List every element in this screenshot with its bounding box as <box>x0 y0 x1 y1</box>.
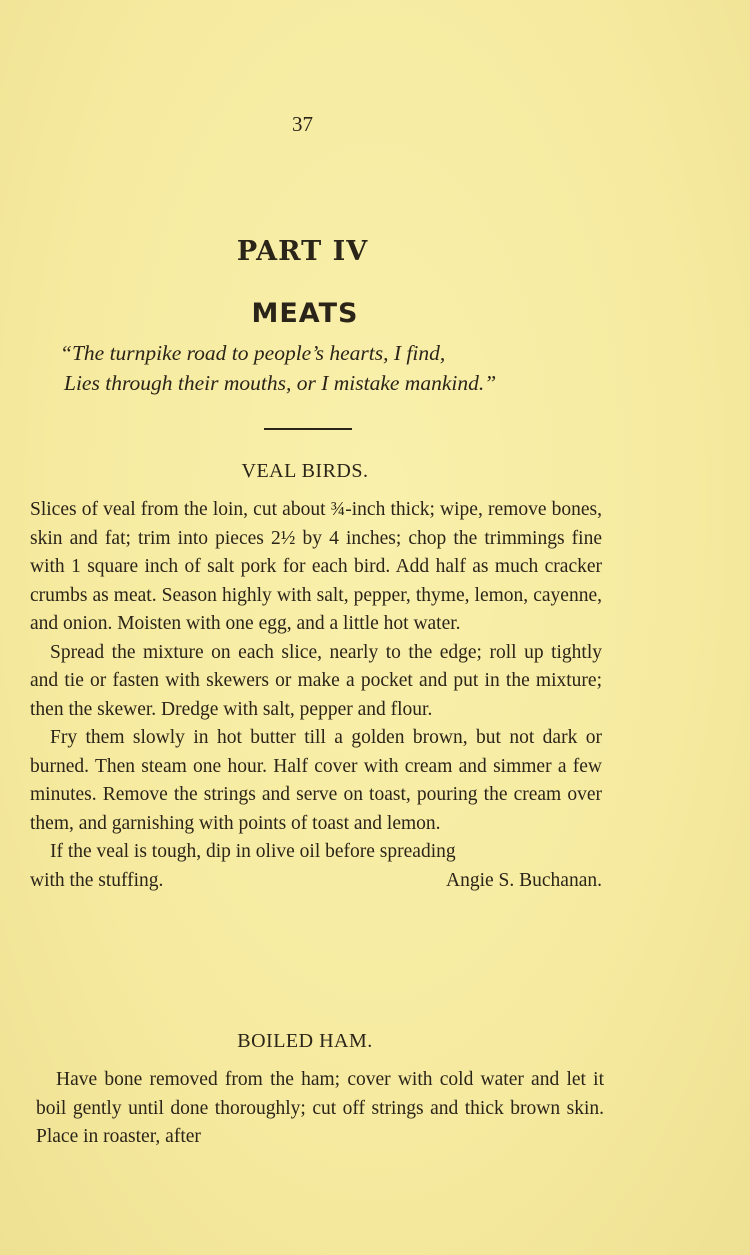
section-title: MEATS <box>251 298 359 329</box>
recipe-paragraph: Spread the mixture on each slice, nearly to the edge; roll up tightly and tie or fasten with skewers or make a pocket and put in the mixture; then the skewer. Dredge with salt, pepper and flour. <box>30 641 602 720</box>
recipe-last-line: with the stuffing. <box>30 869 164 891</box>
recipe-paragraph: Slices of veal from the loin, cut about ¾-inch thick; wipe, remove bones, skin and fat; trim into pieces 2½ by 4 inches; chop the trimmings fine with 1 square inch of salt pork for each bird. Add half as much cracker crumbs as meat. Season highly with salt, pepper, thyme, lemon, cayenne, and onion. Moisten with one egg, and a little hot water. <box>30 499 602 634</box>
epigraph-line-1: “The turnpike road to people’s hearts, I find, <box>60 341 446 365</box>
recipe-paragraph: Fry them slowly in hot butter till a golden brown, but not dark or burned. Then steam one hour. Half cover with cream and simmer a few minutes. Remove the strings and serve on toast, pouring the cream over them, and garnishing with points of toast and lemon. <box>30 727 602 834</box>
epigraph-line-2: Lies through their mouths, or I mistake mankind.” <box>64 371 497 395</box>
page-number: 37 <box>292 112 313 136</box>
recipe-body-veal-birds <box>30 496 602 895</box>
part-title: PART IV <box>236 236 369 267</box>
recipe-title-boiled-ham: BOILED HAM. <box>237 1030 373 1052</box>
recipe-closing-line <box>30 867 602 896</box>
recipe-paragraph: Have bone removed from the ham; cover with cold water and let it boil gently until done thoroughly; cut off strings and thick brown skin. Place in roaster, after <box>36 1069 604 1147</box>
recipe-author: Angie S. Buchanan. <box>446 869 602 891</box>
recipe-title-veal-birds: VEAL BIRDS. <box>241 460 369 482</box>
recipe-paragraph: If the veal is tough, dip in olive oil before spreading <box>50 841 456 862</box>
section-divider <box>264 428 352 430</box>
epigraph <box>60 338 640 398</box>
recipe-body-boiled-ham <box>36 1066 604 1152</box>
